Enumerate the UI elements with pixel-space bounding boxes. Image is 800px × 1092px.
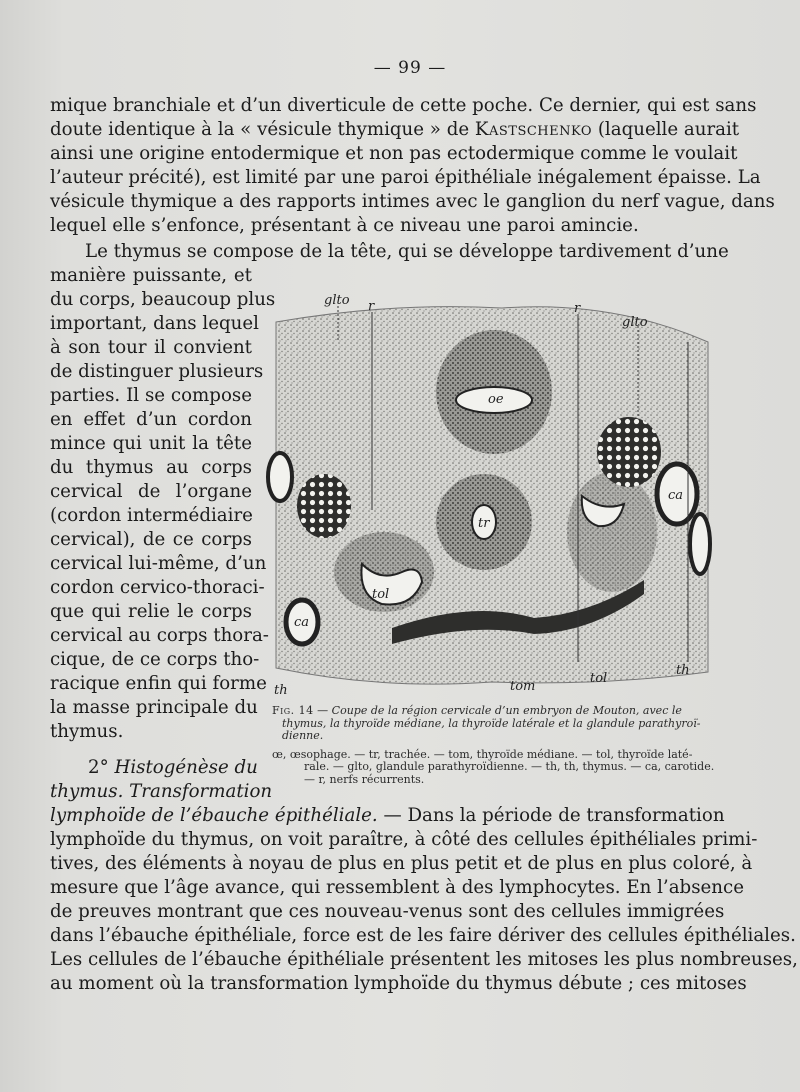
figure-number: Fig. 14 <box>272 704 314 717</box>
vessel-right-edge <box>690 514 710 574</box>
text-line: de preuves montrant que ces nouveau-venus sont des cellules immigrées <box>50 901 725 922</box>
text-line: thymus. Transformation <box>50 781 273 802</box>
text-line: l’auteur précité), est limité par une paroi épithéliale inégalement épaisse. La <box>50 167 761 188</box>
text-line: cique, de ce corps tho- <box>50 649 260 670</box>
text-line: lymphoïde du thymus, on voit paraître, à côté des cellules épithéliales primi- <box>50 829 758 850</box>
label-oe: oe <box>488 392 504 407</box>
text-line: cervical), de ce corps <box>50 529 252 550</box>
text-line: lymphoïde de l’ébauche épithéliale. — Dans la période de transformation <box>50 805 725 826</box>
caption-line: Fig. 14 — Coupe de la région cervicale d’un embryon de Mouton, avec le <box>272 704 682 717</box>
text-line: manière puissante, et <box>50 265 252 286</box>
caption-line: dienne. <box>282 729 324 742</box>
legend-line: — r, nerfs récurrents. <box>304 772 425 786</box>
author-name: Kastschenko <box>474 119 593 140</box>
text-line: du thymus au corps <box>50 457 252 478</box>
label-r-right: r <box>574 301 581 316</box>
label-glto-left: glto <box>324 293 350 308</box>
label-ca-right: ca <box>668 488 684 503</box>
text-line: au moment où la transformation lymphoïde du thymus débute ; ces mitoses <box>50 973 747 994</box>
text-line: à son tour il convient <box>50 337 252 358</box>
legend-line: œ, œsophage. — tr, trachée. — tom, thyroïde médiane. — tol, thyroïde laté- <box>272 747 693 761</box>
thyroid-lateral-right <box>567 472 657 592</box>
text-line: important, dans lequel <box>50 313 259 334</box>
label-r-left: r <box>368 299 375 314</box>
label-th-right: th <box>676 663 690 678</box>
top-paragraph <box>50 94 775 238</box>
text-line: lequel elle s’enfonce, présentant à ce niveau une paroi amincie. <box>50 215 639 236</box>
legend-line: rale. — glto, glandule parathyroïdienne. — th, th, thymus. — ca, carotide. <box>304 760 715 773</box>
text-line: de distinguer plusieurs <box>50 361 264 382</box>
label-ca-left: ca <box>294 615 310 630</box>
text-line: parties. Il se compose <box>50 385 252 406</box>
text-line: doute identique à la « vésicule thymique » de Kastschenko (laquelle aurait <box>50 119 740 140</box>
text-line: mince qui unit la tête <box>50 433 252 454</box>
label-th-left: th <box>274 683 288 698</box>
text-line: Le thymus se compose de la tête, qui se développe tardivement d’une <box>85 241 729 262</box>
caption-line: thymus, la thyroïde médiane, la thyroïde latérale et la glandule parathyroï- <box>282 716 701 730</box>
left-column-text <box>50 264 276 744</box>
text-line: vésicule thymique a des rapports intimes avec le ganglion du nerf vague, dans <box>50 191 775 212</box>
label-tol-left: tol <box>372 587 390 602</box>
label-glto-right: glto <box>622 315 648 330</box>
text-line: cervical de l’organe <box>50 481 252 502</box>
label-tol-right: tol <box>590 671 608 686</box>
text-line: ainsi une origine entodermique et non pas ectodermique comme le voulait <box>50 143 738 164</box>
section-heading <box>88 756 258 780</box>
parathyroid-left <box>297 474 351 538</box>
text-line: en effet d’un cordon <box>50 409 252 430</box>
text-line: tives, des éléments à noyau de plus en plus petit et de plus en plus coloré, à <box>50 853 753 874</box>
parathyroid-right <box>597 417 661 487</box>
text-line: racique enfin qui forme <box>50 673 267 694</box>
text-line: cervical au corps thora- <box>50 625 269 646</box>
section-heading-2 <box>50 780 273 804</box>
text-line: (cordon intermédiaire <box>50 505 253 526</box>
page-number: — 99 — <box>373 58 447 78</box>
figure-caption <box>272 704 715 786</box>
text-line: thymus. <box>50 721 124 742</box>
figure-illustration <box>272 282 712 704</box>
text-line: du corps, beaucoup plus <box>50 289 276 310</box>
vessel-left-edge <box>268 453 292 501</box>
text-line: cervical lui-même, d’un <box>50 553 267 574</box>
label-tom: tom <box>510 679 536 694</box>
text-line: mesure que l’âge avance, qui ressemblent à des lymphocytes. En l’absence <box>50 877 744 898</box>
text-line: la masse principale du <box>50 697 258 718</box>
text-line: 2° Histogénèse du <box>88 757 258 778</box>
label-tr: tr <box>478 516 490 531</box>
text-line: dans l’ébauche épithéliale, force est de les faire dériver des cellules épithéliales. <box>50 925 796 946</box>
text-line: Les cellules de l’ébauche épithéliale présentent les mitoses les plus nombreuses, <box>50 949 798 970</box>
section-body <box>50 804 798 996</box>
text-line: cordon cervico-thoraci- <box>50 577 265 598</box>
text-line: mique branchiale et d’un diverticule de cette poche. Ce dernier, qui est sans <box>50 95 757 116</box>
second-paragraph-first-line <box>85 240 729 264</box>
histology-figure <box>272 282 712 704</box>
text-line: que qui relie le corps <box>50 601 252 622</box>
